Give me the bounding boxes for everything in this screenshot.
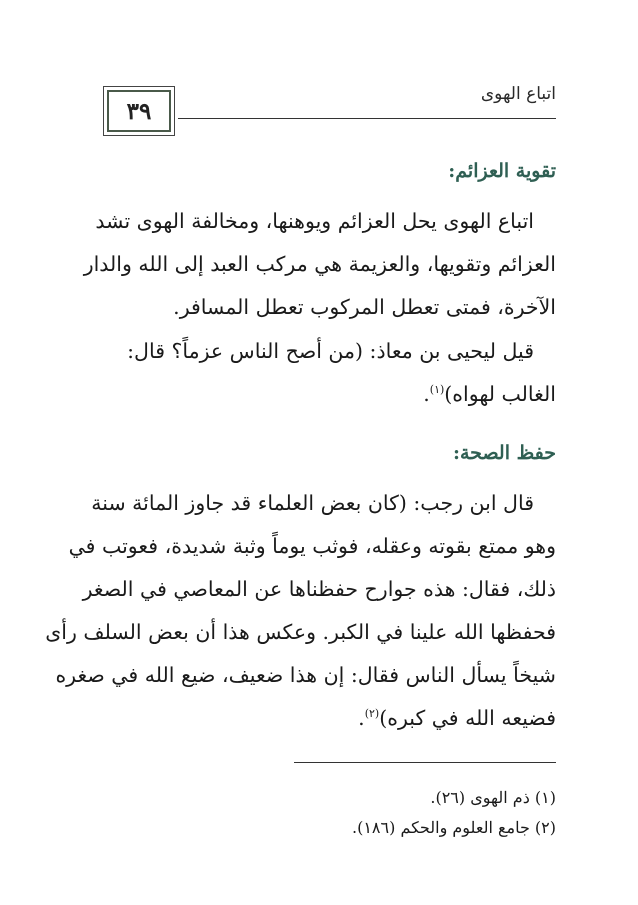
- text-line: فحفظها الله علينا في الكبر. وعكس هذا أن بعض السلف رأى: [45, 620, 556, 644]
- text-line: [82, 373, 556, 416]
- text-line: شيخاً يسأل الناس فقال: إن هذا ضعيف، ضيع الله في صغره: [55, 663, 556, 687]
- paragraph: [82, 330, 556, 416]
- footnote: (١) ذم الهوى (٢٦).: [430, 788, 556, 807]
- running-title: اتباع الهوى: [480, 84, 556, 104]
- quote-text: فضيعه الله في كبره): [379, 706, 556, 730]
- text-line: الآخرة، فمتى تعطل المركوب تعطل المسافر.: [173, 295, 556, 319]
- footnote-divider: [294, 762, 556, 763]
- text-line: العزائم وتقويها، والعزيمة هي مركب العبد إلى الله والدار: [83, 252, 556, 276]
- quote-text: الغالب لهواه): [444, 382, 556, 406]
- text-line: قال ابن رجب: (كان بعض العلماء قد جاوز المائة سنة: [91, 491, 534, 515]
- paragraph: [82, 200, 556, 329]
- footnote-reference: (٢): [364, 707, 380, 721]
- text-line: [82, 697, 556, 740]
- section-heading-strengthening-resolve: تقوية العزائم:: [448, 160, 556, 182]
- section-heading-preserving-health: حفظ الصحة:: [452, 442, 556, 464]
- footnotes: [82, 783, 556, 843]
- text-line: وهو ممتع بقوته وعقله، فوثب يوماً وثبة شديدة، فعوتب في: [68, 534, 556, 558]
- sentence-end: .: [423, 382, 430, 406]
- footnote-reference: (١): [429, 383, 445, 397]
- page-number-frame: [103, 86, 175, 136]
- text-line: ذلك، فقال: هذه جوارح حفظناها عن المعاصي في الصغر: [82, 577, 556, 601]
- paragraph: [45, 482, 556, 740]
- footnote: (٢) جامع العلوم والحكم (١٨٦).: [352, 818, 556, 837]
- text-line: قيل ليحيى بن معاذ: (من أصح الناس عزماً؟ قال:: [127, 339, 534, 363]
- page-number: ٣٩: [107, 90, 171, 132]
- sentence-end: .: [358, 706, 365, 730]
- text-line: اتباع الهوى يحل العزائم ويوهنها، ومخالفة الهوى تشد: [95, 209, 534, 233]
- header-rule: [178, 118, 556, 119]
